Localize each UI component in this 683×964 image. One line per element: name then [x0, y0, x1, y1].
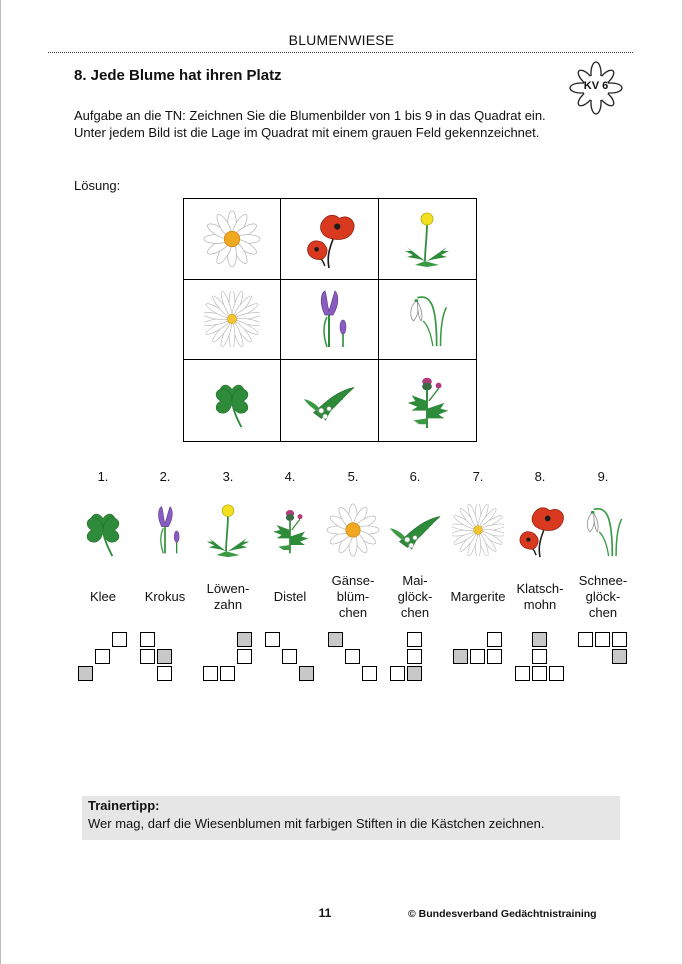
position-diagram	[203, 632, 253, 684]
position-diagram	[265, 632, 315, 684]
flower-number: 4.	[284, 469, 296, 484]
page-header-title: BLUMENWIESE	[288, 32, 395, 48]
flower-name: Klatsch- mohn	[516, 581, 564, 612]
position-cell	[95, 649, 110, 664]
position-cell	[595, 632, 610, 647]
flower-item	[255, 466, 325, 684]
position-cell	[515, 666, 530, 681]
position-cell-highlighted	[299, 666, 314, 681]
position-cell	[487, 632, 502, 647]
clover-icon	[204, 373, 260, 429]
position-cell-highlighted	[237, 632, 252, 647]
flower-number: 9.	[597, 469, 609, 484]
grid-cell	[379, 360, 476, 441]
position-cell	[237, 649, 252, 664]
daisy-icon	[326, 503, 380, 557]
poppy-icon	[298, 208, 360, 270]
flower-number: 2.	[159, 469, 171, 484]
thistle-icon	[265, 497, 315, 563]
lily-of-valley-icon	[300, 372, 358, 430]
position-cell-highlighted	[532, 632, 547, 647]
grid-cell	[184, 199, 281, 280]
crocus-icon	[299, 286, 359, 352]
flower-number: 8.	[534, 469, 546, 484]
position-cell	[487, 649, 502, 664]
grid-cell	[379, 199, 476, 280]
position-cell	[282, 649, 297, 664]
position-cell	[549, 666, 564, 681]
flower-item	[130, 466, 200, 684]
position-cell	[612, 632, 627, 647]
poppy-icon	[511, 499, 569, 561]
flower-item	[568, 466, 638, 684]
grid-cell	[281, 360, 378, 441]
flower-item	[380, 466, 450, 684]
snowdrop-icon	[398, 290, 456, 348]
position-diagram	[140, 632, 190, 684]
grid-cell	[379, 280, 476, 361]
flower-name: Löwen- zahn	[206, 581, 250, 612]
marguerite-icon	[204, 291, 260, 347]
position-cell	[470, 649, 485, 664]
solution-label: Lösung:	[74, 178, 121, 193]
position-cell	[532, 649, 547, 664]
flower-item	[505, 466, 575, 684]
clover-icon	[75, 498, 131, 562]
flower-item	[318, 466, 388, 684]
marguerite-icon	[452, 504, 504, 556]
position-diagram	[578, 632, 628, 684]
flower-item	[443, 466, 513, 684]
copyright-notice: © Bundesverband Gedächtnistraining	[408, 908, 597, 920]
flower-name: Krokus	[144, 589, 186, 604]
grid-cell	[184, 360, 281, 441]
lily-of-valley-icon	[386, 501, 444, 559]
flower-number: 7.	[472, 469, 484, 484]
position-cell	[157, 666, 172, 681]
flower-name: Schnee- glöck- chen	[578, 573, 628, 620]
flower-name: Klee	[89, 589, 117, 604]
flower-number: 6.	[409, 469, 421, 484]
flower-number: 1.	[97, 469, 109, 484]
position-cell	[407, 632, 422, 647]
position-cell	[140, 632, 155, 647]
thistle-icon	[398, 370, 456, 432]
position-cell	[265, 632, 280, 647]
flower-item	[193, 466, 263, 684]
position-diagram	[453, 632, 503, 684]
position-cell	[220, 666, 235, 681]
flower-item	[68, 466, 138, 684]
position-cell	[578, 632, 593, 647]
position-cell-highlighted	[78, 666, 93, 681]
daisy-icon	[203, 210, 261, 268]
page-edge	[0, 0, 1, 964]
task-description: Aufgabe an die TN: Zeichnen Sie die Blumenbilder von 1 bis 9 in das Quadrat ein. Unter jedem Bild ist die Lage im Quadrat mit einem grauen Feld gekennzeichnet.	[74, 108, 546, 140]
position-cell	[345, 649, 360, 664]
position-cell	[140, 649, 155, 664]
flower-name: Distel	[273, 589, 307, 604]
snowdrop-icon	[575, 500, 631, 560]
grid-cell	[184, 280, 281, 361]
flower-number: 3.	[222, 469, 234, 484]
flower-legend	[68, 466, 638, 706]
flower-number: 5.	[347, 469, 359, 484]
position-cell	[203, 666, 218, 681]
crocus-icon	[140, 495, 190, 565]
kv-label: KV 6	[583, 80, 609, 92]
grid-cell	[281, 280, 378, 361]
position-cell-highlighted	[407, 666, 422, 681]
flower-name: Margerite	[450, 589, 506, 604]
position-cell-highlighted	[612, 649, 627, 664]
position-diagram	[390, 632, 440, 684]
page-number: 11	[318, 906, 332, 920]
position-cell	[532, 666, 547, 681]
dandelion-icon	[397, 209, 457, 269]
position-diagram	[78, 632, 128, 684]
header-divider	[48, 52, 633, 53]
grid-cell	[281, 199, 378, 280]
position-cell	[390, 666, 405, 681]
trainer-tip-title: Trainertipp:	[88, 798, 160, 813]
position-cell-highlighted	[328, 632, 343, 647]
dandelion-icon	[199, 497, 257, 563]
trainer-tip-text: Wer mag, darf die Wiesenblumen mit farbigen Stiften in die Kästchen zeichnen.	[88, 816, 545, 831]
position-diagram	[328, 632, 378, 684]
position-diagram	[515, 632, 565, 684]
position-cell	[112, 632, 127, 647]
solution-grid	[183, 198, 477, 442]
position-cell-highlighted	[157, 649, 172, 664]
position-cell	[362, 666, 377, 681]
trainer-tip-box	[82, 796, 620, 840]
flower-name: Mai- glöck- chen	[397, 573, 433, 620]
position-cell	[407, 649, 422, 664]
flower-name: Gänse- blüm- chen	[331, 573, 375, 620]
position-cell-highlighted	[453, 649, 468, 664]
section-title: 8. Jede Blume hat ihren Platz	[74, 67, 282, 84]
kv-badge	[568, 60, 624, 116]
